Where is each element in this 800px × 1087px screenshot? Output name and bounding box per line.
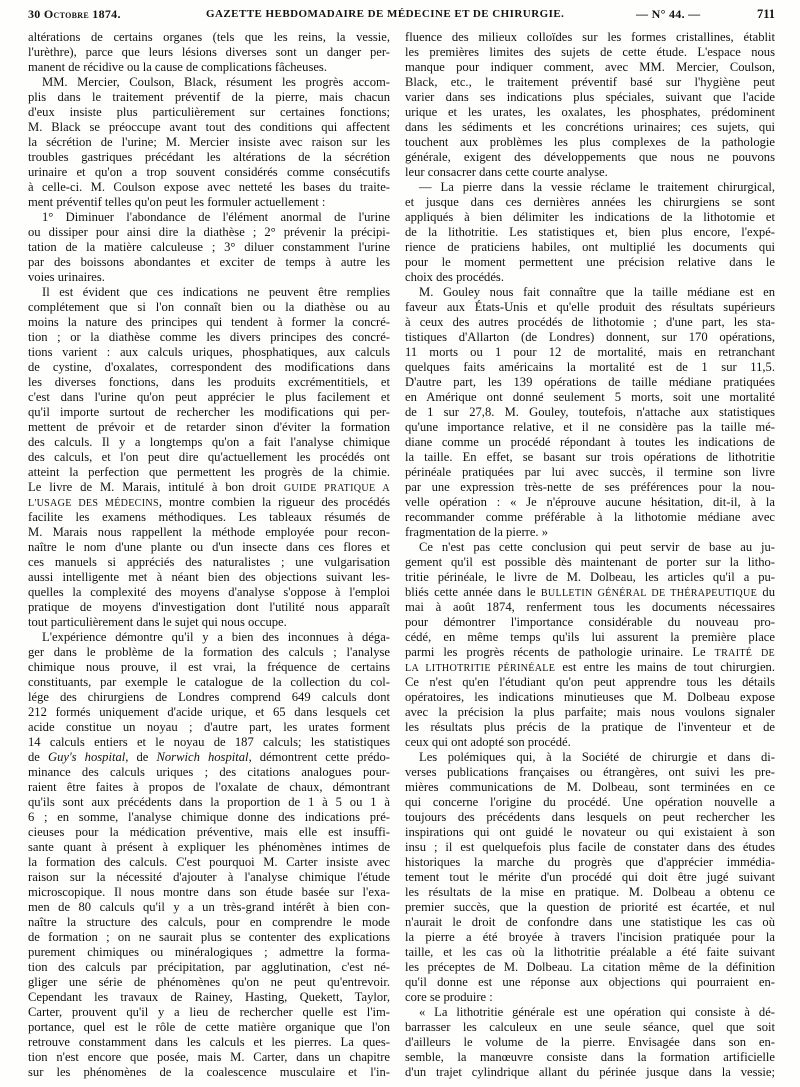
text-line: 11 morts ou 1 pour 12 de mortalité, mais en retranchant <box>405 345 775 359</box>
text-line: lége des chirurgiens de Londres comprend 649 calculs dont <box>28 690 390 704</box>
text-line: troubles gastriques précédant les altérations de la sécrétion <box>28 150 390 164</box>
text-line: gement qu'il est possible dès maintenant de porter sur la litho- <box>405 555 775 569</box>
text-line: mettent de prévoir et de retarder sinon d'éviter la formation <box>28 420 390 434</box>
text-line <box>405 585 775 600</box>
text-line: purement chimiques ou minéralogiques ; admettre la forma- <box>28 945 390 959</box>
text-line: M. Black se préoccupe avant tout des conditions qui affectent <box>28 120 390 134</box>
text-line: ceux qui ont adopté son procédé. <box>405 735 571 749</box>
text-line: — La pierre dans la vessie réclame le traitement chirurgical, <box>419 180 775 194</box>
text-segment: est entre les mains de tout chirurgien. <box>555 660 776 674</box>
text-line <box>405 660 775 675</box>
text-line: tions varient : aux calculs uriques, phosphatiques, aux calculs <box>28 345 390 359</box>
left-column <box>28 30 390 1080</box>
text-line: de cystine, d'oxalates, correspondent des modifications dans <box>28 360 390 374</box>
text-line <box>405 645 775 660</box>
text-line: quelles la complexité des moyens d'analyse s'oppose à l'emploi <box>28 585 390 599</box>
text-line: constituants, par exemple le catalogue de la collection du col- <box>28 675 390 689</box>
text-line: de 1 sur 27,8. M. Gouley, toutefois, n'attache aux statistiques <box>405 405 775 419</box>
paragraph <box>405 285 775 540</box>
text-line: et jusque dans ces dernières années les chirurgiens se sont <box>405 195 775 209</box>
text-line: gliger une série de phénomènes qu'on ne peut qu'entrevoir. <box>28 975 390 989</box>
text-line: taille, et les cas où la lithotritie préalable a été faite suivant <box>405 945 775 959</box>
text-line: mai à août 1874, renferment tous les documents nécessaires <box>405 600 775 614</box>
text-line: « La lithotritie générale est une opération qui consiste à dé- <box>419 1005 775 1019</box>
text-line: velle opération : « Je n'éprouve aucune hésitation, dit-il, à la <box>405 495 775 509</box>
paragraph <box>28 75 390 210</box>
text-line: verses publications françaises ou étrangères, ont suivi les pre- <box>405 765 775 779</box>
text-line: semble, la manœuvre consiste dans la formation artificielle <box>405 1050 775 1064</box>
journal-title: GAZETTE HEBDOMADAIRE DE MÉDECINE ET DE CHIRURGIE. <box>206 8 565 20</box>
text-line: cédé, en même temps qu'ils lui assurent la première place <box>405 630 775 644</box>
text-line: 212 formés uniquement d'acide urique, et 65 dans lesquels cet <box>28 705 390 719</box>
text-line: les premières limites des sujets de cette étude. L'espace nous <box>405 45 775 59</box>
paragraph <box>405 180 775 285</box>
text-line: qu'il importe surtout de rechercher les modifications qui per- <box>28 405 390 419</box>
text-line: Carter, prouvent qu'il y a lieu de rechercher quelle est l'im- <box>28 1005 390 1019</box>
text-line: d'eux insiste plus particulièrement sur certaines fonctions; <box>28 105 390 119</box>
text-segment: , démontrent cette prédo- <box>248 750 390 764</box>
text-line: L'expérience démontre qu'il y a bien des inconnues à déga- <box>42 630 390 644</box>
paragraph <box>28 630 390 1080</box>
text-line: tritie périnéale, le livre de M. Dolbeau, les articles qu'il a pu- <box>405 570 775 584</box>
text-line: fluence des milieux colloïdes sur les formes cristallines, établit <box>405 30 775 44</box>
page-number: 711 <box>756 7 775 21</box>
text-line: faveur aux États-Unis et qu'elle produit des résultats supérieurs <box>405 300 775 314</box>
text-line: fragmentation de la pierre. » <box>405 525 549 539</box>
text-line: 6 ; en somme, l'analyse chimique donne des indications pré- <box>28 810 390 824</box>
text-line: inspirations qui ont guidé le novateur ou qui existaient à son <box>405 825 775 839</box>
text-line: sur les phénomènes de la coalescence musculaire et l'in- <box>28 1065 390 1079</box>
text-line: pratique de moyens d'investigation dont l'utilité nous apparaît <box>28 600 390 614</box>
text-line: M. Marais nous rappellent la méthode employée pour recon- <box>28 525 390 539</box>
text-segment: Le livre de M. Marais, intitulé à bon droit <box>28 480 284 494</box>
text-line <box>28 495 390 510</box>
text-line: appliqués à bien délimiter les indications de la lithotomie et <box>405 210 775 224</box>
text-line: mières communications de M. Dolbeau, sont terminées en ce <box>405 780 775 794</box>
paragraph <box>28 285 390 630</box>
text-line: par des boissons abondantes et exciter de temps à autre les <box>28 255 390 269</box>
text-line: tout particulièrement dans le sujet qui nous occupe. <box>28 615 287 629</box>
text-segment: parmi les progrès récents de pathologie urinaire. Le <box>405 645 715 659</box>
text-segment: du <box>757 585 775 599</box>
text-line: pour démontrer l'importance considérable du nouveau pro- <box>405 615 775 629</box>
text-line: les préceptes de M. Dolbeau. La citation même de la définition <box>405 960 775 974</box>
text-line: complétement que si l'on connaît bien ou la diathèse ou au <box>28 300 390 314</box>
text-line: par une expression très-nette de ses préférences pour la nou- <box>405 480 775 494</box>
text-line: la formation des calculs. C'est pourquoi M. Carter insiste avec <box>28 855 390 869</box>
text-line: urinaire et qu'on a trop souvent considérés comme consécutifs <box>28 165 390 179</box>
text-line: les résultats plus précis de la pratique de l'inventeur et de <box>405 720 775 734</box>
text-line: atteint la perfection que permettent les progrès de la chimie. <box>28 465 390 479</box>
italic-hospital-name: Norwich hospital <box>156 750 249 764</box>
text-line: leur consacrer dans cette courte analyse. <box>405 165 608 179</box>
text-line: tement tout le mérite d'un procédé qui doit être jugé suivant <box>405 870 775 884</box>
text-line: toujours des précédents dans lesquels on peut rechercher les <box>405 810 775 824</box>
book-title-smallcaps: LA LITHOTRITIE PÉRINÉALE <box>405 663 556 674</box>
text-line: Black, etc., le traitement préventif basé sur l'hygiène peut <box>405 75 775 89</box>
paragraph <box>405 750 775 1005</box>
text-line: MM. Mercier, Coulson, Black, résument les progrès accom- <box>42 75 390 89</box>
text-line: la pierre a été broyée à travers l'incision pratiquée pour la <box>405 930 775 944</box>
book-title-smallcaps: GUIDE PRATIQUE A <box>283 483 391 494</box>
text-line: portance, quel est le rôle de cette matière organique que l'on <box>28 1020 390 1034</box>
text-line: Les polémiques qui, à la Société de chirurgie et dans di- <box>419 750 775 764</box>
text-line: naître le nom d'une plante ou d'un insecte dans ces flores et <box>28 540 390 554</box>
text-line: tistiques d'Allarton (de Londres) donnent, sur 170 opérations, <box>405 330 775 344</box>
text-line: c'est dans l'urine qu'on peut apprécier le plus facilement et <box>28 390 390 404</box>
text-line: altérations de certains organes (tels que les reins, la vessie, <box>28 30 390 44</box>
text-line: qu'une importance relative, et il ne considère pas la taille mé- <box>405 420 775 434</box>
text-line: les résultats de la mise en pratique. M. Dolbeau a obtenu ce <box>405 885 775 899</box>
text-line: minance des calculs uriques ; des citations analogues pour- <box>28 765 390 779</box>
text-line: D'autre part, les 139 opérations de taille médiane pratiquées <box>405 375 775 389</box>
text-line: d'ailleurs le volume de la pierre. Envisagée dans son en- <box>405 1035 775 1049</box>
text-line: moins la nature des principes qui tendent à former la concré- <box>28 315 390 329</box>
text-line: dans les sédiments et les concrétions urinaires; ces sujets, qui <box>405 120 775 134</box>
text-line: tion des calculs par précipitation, par agglutination, c'est né- <box>28 960 390 974</box>
text-line: qu'ils sont aux précédents dans la proportion de 1 à 5 ou 1 à <box>28 795 390 809</box>
text-line: urique et les urates, les oxalates, les phosphates, prédominent <box>405 105 775 119</box>
text-line: choix des procédés. <box>405 270 504 284</box>
text-line: rience de praticiens habiles, ont multiplié les documents qui <box>405 240 775 254</box>
text-line: de la lithotritie. Les statistiques et, bien plus encore, l'expé- <box>405 225 775 239</box>
journal-title-smallcaps: BULLETIN GÉNÉRAL DE THÉRAPEUTIQUE <box>540 588 758 599</box>
text-line <box>28 480 390 495</box>
text-line: des calculs. Il y a longtemps qu'on a fait l'analyse chimique <box>28 435 390 449</box>
paragraph <box>405 1005 775 1080</box>
text-line: varier dans ses indications plus spéciales, suivant que l'acide <box>405 90 775 104</box>
text-segment: bliés cette année dans le <box>405 585 541 599</box>
text-line: de formation ; on ne saurait plus se contenter des explications <box>28 930 390 944</box>
text-line: ces manuels si appréciés des naturalistes ; une vulgarisation <box>28 555 390 569</box>
text-line: microscopique. Il nous montre dans son étude basée sur l'exa- <box>28 885 390 899</box>
issue-number: — N° 44. — <box>636 7 701 21</box>
text-line: ou dissiper pour ainsi dire la diathèse ; 2° prévenir la précipi- <box>28 225 390 239</box>
text-line: 1° Diminuer l'abondance de l'élément anormal de l'urine <box>42 210 390 224</box>
text-line: sante quant à présent à expliquer les phénomènes intimes de <box>28 840 390 854</box>
text-line: cieuses pour la médication préventive, mais elle est insuffi- <box>28 825 390 839</box>
text-line: pour le moment permettent une précision relative dans le <box>405 255 775 269</box>
text-line: 14 calculs entiers et le noyau de 187 calculs; les statistiques <box>28 735 390 749</box>
text-line: la taille. En effet, se basant sur trois opérations de lithotritie <box>405 450 775 464</box>
text-line: naître la structure des calculs, pour en comprendre le mode <box>28 915 390 929</box>
text-line: core se produire : <box>405 990 493 1004</box>
text-line: M. Gouley nous fait connaître que la taille médiane est en <box>419 285 775 299</box>
text-segment: , de <box>125 750 157 764</box>
text-line: tion n'est encore que posée, mais M. Carter, dans un chapitre <box>28 1050 390 1064</box>
text-line: voies urinaires. <box>28 270 105 284</box>
text-line: quelques faits américains la mortalité est de 1 sur 11,5. <box>405 360 775 374</box>
text-line: Ce n'est qu'en l'étudiant qu'on peut apprendre tous les détails <box>405 675 775 689</box>
text-line: chimique nous prouve, il est vrai, la fréquence de certains <box>28 660 390 674</box>
book-title-smallcaps: L'USAGE DES MÉDECINS <box>28 498 159 509</box>
text-line: Cependant les travaux de Rainey, Hasting, Quekett, Taylor, <box>28 990 390 1004</box>
text-line: diane comme un procédé répondant à toutes les indications de <box>405 435 775 449</box>
book-title-smallcaps: TRAITÉ DE <box>714 648 775 659</box>
text-line: ment préventif telles qu'on peut les formuler actuellement : <box>28 195 326 209</box>
text-line: à ceux des autres procédés de lithotomie ; d'une part, les sta- <box>405 315 775 329</box>
text-line: manque pour indiquer comment, avec MM. Mercier, Coulson, <box>405 60 775 74</box>
text-line: ger dans le problème de la formation des calculs ; l'analyse <box>28 645 390 659</box>
text-line: raison sur la nécessité d'ajouter à l'analyse chimique l'étude <box>28 870 390 884</box>
text-segment: , montre combien la rigueur des procédés <box>158 495 390 509</box>
text-segment: de <box>28 750 48 764</box>
text-line: opératoires, les indications minutieuses que M. Dolbeau expose <box>405 690 775 704</box>
text-line: retrouve constamment dans les calculs et les pierres. La ques- <box>28 1035 390 1049</box>
text-line: la sécrétion de l'urine; M. Mercier insiste avec raison sur les <box>28 135 390 149</box>
text-line: des calculs, et l'on peut dire qu'actuellement les procédés ont <box>28 450 390 464</box>
text-line: qu'il donne est une réponse aux objections qui pourraient en- <box>405 975 775 989</box>
text-line: acide constitue un noyau ; d'autre part, les urates forment <box>28 720 390 734</box>
text-line: l'urèthre), parce que leurs lésions diverses sont un danger per- <box>28 45 390 59</box>
text-line: recommander comme préférable à la lithotomie médiane avec <box>405 510 775 524</box>
text-line: premier succès, que la question de priorité est écartée, et nul <box>405 900 775 914</box>
text-line <box>28 750 390 765</box>
text-line: historiques la marche du progrès que d'apprécier immédia- <box>405 855 775 869</box>
text-line: plis dans le traitement préventif de la pierre, mais chacun <box>28 90 390 104</box>
text-line: Ce n'est pas cette conclusion qui peut servir de base au ju- <box>419 540 775 554</box>
text-line: en Amérique ont donné seulement 5 morts, soit une mortalité <box>405 390 775 404</box>
text-line: à celle-ci. M. Coulson expose avec netteté les bases du traite- <box>28 180 390 194</box>
text-line: men de 80 calculs qu'il y a un très-grand intérêt à bien con- <box>28 900 390 914</box>
paragraph <box>405 30 775 180</box>
text-line: n'aurait le droit de confondre dans une statistique les cas où <box>405 915 775 929</box>
italic-hospital-name: Guy's hospital <box>47 750 126 764</box>
text-line: facilite les examens méthodiques. Les tableaux résumés de <box>28 510 390 524</box>
text-line: les diverses fonctions, dans les produits excrémentitiels, et <box>28 375 390 389</box>
text-line: Il est évident que ces indications ne peuvent être remplies <box>42 285 390 299</box>
paragraph <box>28 30 390 75</box>
text-line: générale, exigent des développements que nous ne pouvons <box>405 150 775 164</box>
text-line: manent de récidive ou la cause de complications fâcheuses. <box>28 60 327 74</box>
text-line: barrasser les calculeux en une seule séance, quel que soit <box>405 1020 775 1034</box>
text-line: tion ; or la diathèse comme les divers principes des concré- <box>28 330 390 344</box>
text-line: qui concerne l'origine du procédé. Une opération nouvelle a <box>405 795 775 809</box>
text-line: touchent aux problèmes les plus complexes de la pathologie <box>405 135 775 149</box>
text-line: d'un trajet cylindrique allant du périnée jusque dans la vessie; <box>405 1065 775 1079</box>
text-line: aussi intelligente met à néant bien des objections suivant les- <box>28 570 390 584</box>
text-line: périnéale pratiquées par lui avec succès, il termine son livre <box>405 465 775 479</box>
text-line: avec la précision la plus parfaite; mais nous voulons signaler <box>405 705 775 719</box>
paragraph <box>28 210 390 285</box>
paragraph <box>405 540 775 750</box>
text-line: insu ; il est quelquefois plus facile de constater dans des études <box>405 840 775 854</box>
text-line: tation de la matière calculeuse ; 3° diluer constamment l'urine <box>28 240 390 254</box>
text-line: raient être faites à propos de l'oxalate de chaux, démontrant <box>28 780 390 794</box>
right-column <box>405 30 775 1080</box>
running-date: 30 Octobre 1874. <box>28 7 121 21</box>
